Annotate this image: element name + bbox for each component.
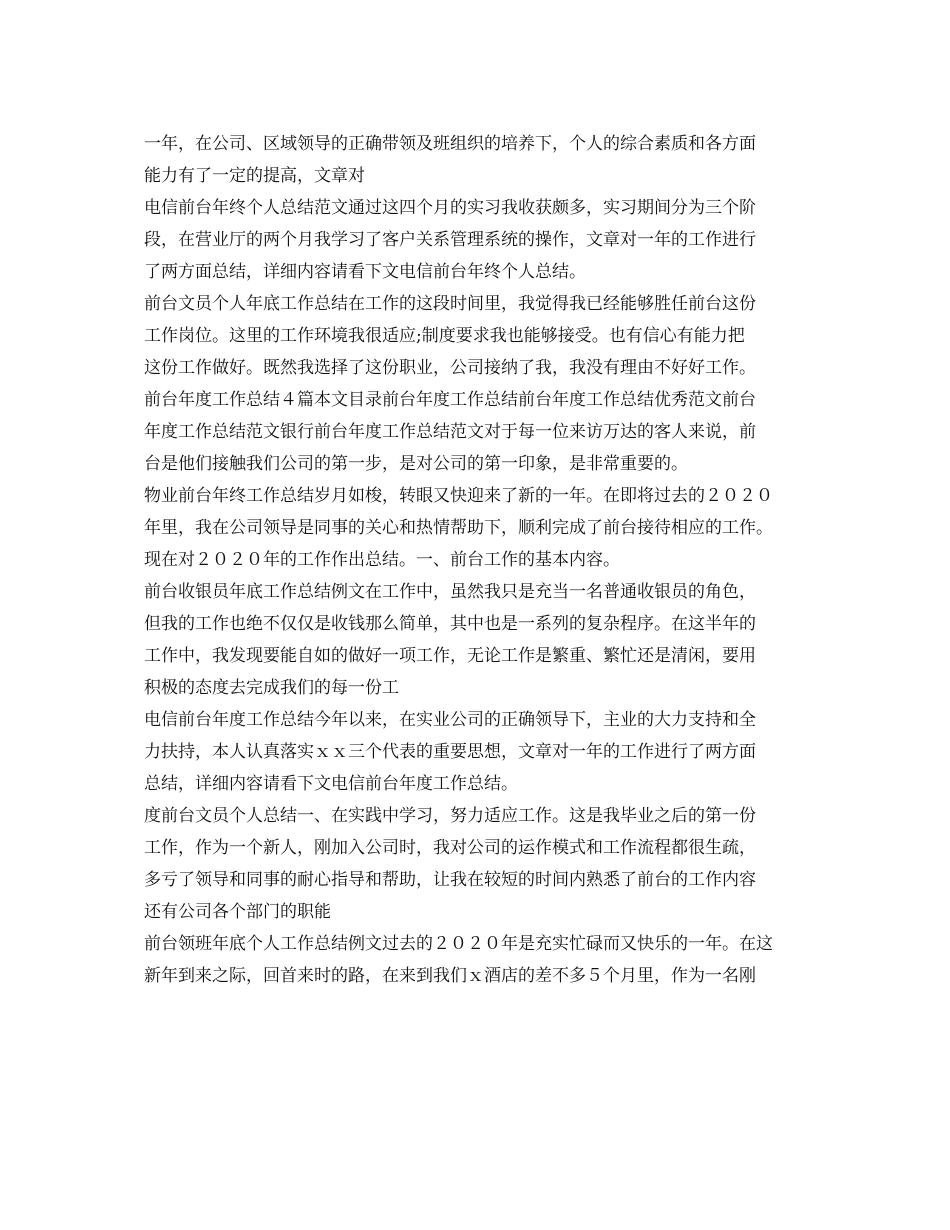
text-line: 一年，在公司、区域领导的正确带领及班组织的培养下，个人的综合素质和各方面 — [144, 134, 756, 154]
text-line: 电信前台年终个人总结范文通过这四个月的实习我收获颇多，实习期间分为三个阶 — [144, 198, 756, 218]
text-line: 工作，作为一个新人，刚加入公司时，我对公司的运作模式和工作流程都很生疏， — [144, 838, 756, 858]
text-line: 现在对２０２０年的工作作出总结。一、前台工作的基本内容。 — [144, 550, 620, 570]
text-line: 物业前台年终工作总结岁月如梭，转眼又快迎来了新的一年。在即将过去的２０２０ — [144, 486, 773, 506]
text-line: 前台年度工作总结４篇本文目录前台年度工作总结前台年度工作总结优秀范文前台 — [144, 390, 756, 410]
text-line: 积极的态度去完成我们的每一份工 — [144, 678, 399, 698]
text-line: 总结，详细内容请看下文电信前台年度工作总结。 — [144, 774, 518, 794]
text-line: 年里，我在公司领导是同事的关心和热情帮助下，顺利完成了前台接待相应的工作。 — [144, 518, 773, 538]
text-line: 但我的工作也绝不仅仅是收钱那么简单，其中也是一系列的复杂程序。在这半年的 — [144, 614, 756, 634]
text-line: 工作岗位。这里的工作环境我很适应;制度要求我也能够接受。也有信心有能力把 — [144, 326, 745, 346]
text-line: 台是他们接触我们公司的第一步，是对公司的第一印象，是非常重要的。 — [144, 454, 688, 474]
text-line: 度前台文员个人总结一、在实践中学习，努力适应工作。这是我毕业之后的第一份 — [144, 806, 756, 826]
text-line: 前台领班年底个人工作总结例文过去的２０２０年是充实忙碌而又快乐的一年。在这 — [144, 934, 773, 954]
text-line: 能力有了一定的提高，文章对 — [144, 166, 365, 186]
text-line: 新年到来之际，回首来时的路，在来到我们ｘ酒店的差不多５个月里，作为一名刚 — [144, 966, 756, 986]
text-line: 这份工作做好。既然我选择了这份职业，公司接纳了我，我没有理由不好好工作。 — [144, 358, 756, 378]
text-line: 前台收银员年底工作总结例文在工作中，虽然我只是充当一名普通收银员的角色， — [144, 582, 756, 602]
text-line: 电信前台年度工作总结今年以来，在实业公司的正确领导下，主业的大力支持和全 — [144, 710, 756, 730]
text-line: 多亏了领导和同事的耐心指导和帮助，让我在较短的时间内熟悉了前台的工作内容 — [144, 870, 756, 890]
text-line: 年度工作总结范文银行前台年度工作总结范文对于每一位来访万达的客人来说，前 — [144, 422, 756, 442]
text-line: 工作中，我发现要能自如的做好一项工作，无论工作是繁重、繁忙还是清闲，要用 — [144, 646, 756, 666]
text-line: 了两方面总结，详细内容请看下文电信前台年终个人总结。 — [144, 262, 586, 282]
text-line: 力扶持，本人认真落实ｘｘ三个代表的重要思想，文章对一年的工作进行了两方面 — [144, 742, 756, 762]
text-line: 还有公司各个部门的职能 — [144, 902, 331, 922]
text-line: 前台文员个人年底工作总结在工作的这段时间里，我觉得我已经能够胜任前台这份 — [144, 294, 756, 314]
text-line: 段，在营业厅的两个月我学习了客户关系管理系统的操作，文章对一年的工作进行 — [144, 230, 756, 250]
body-text — [144, 128, 824, 992]
